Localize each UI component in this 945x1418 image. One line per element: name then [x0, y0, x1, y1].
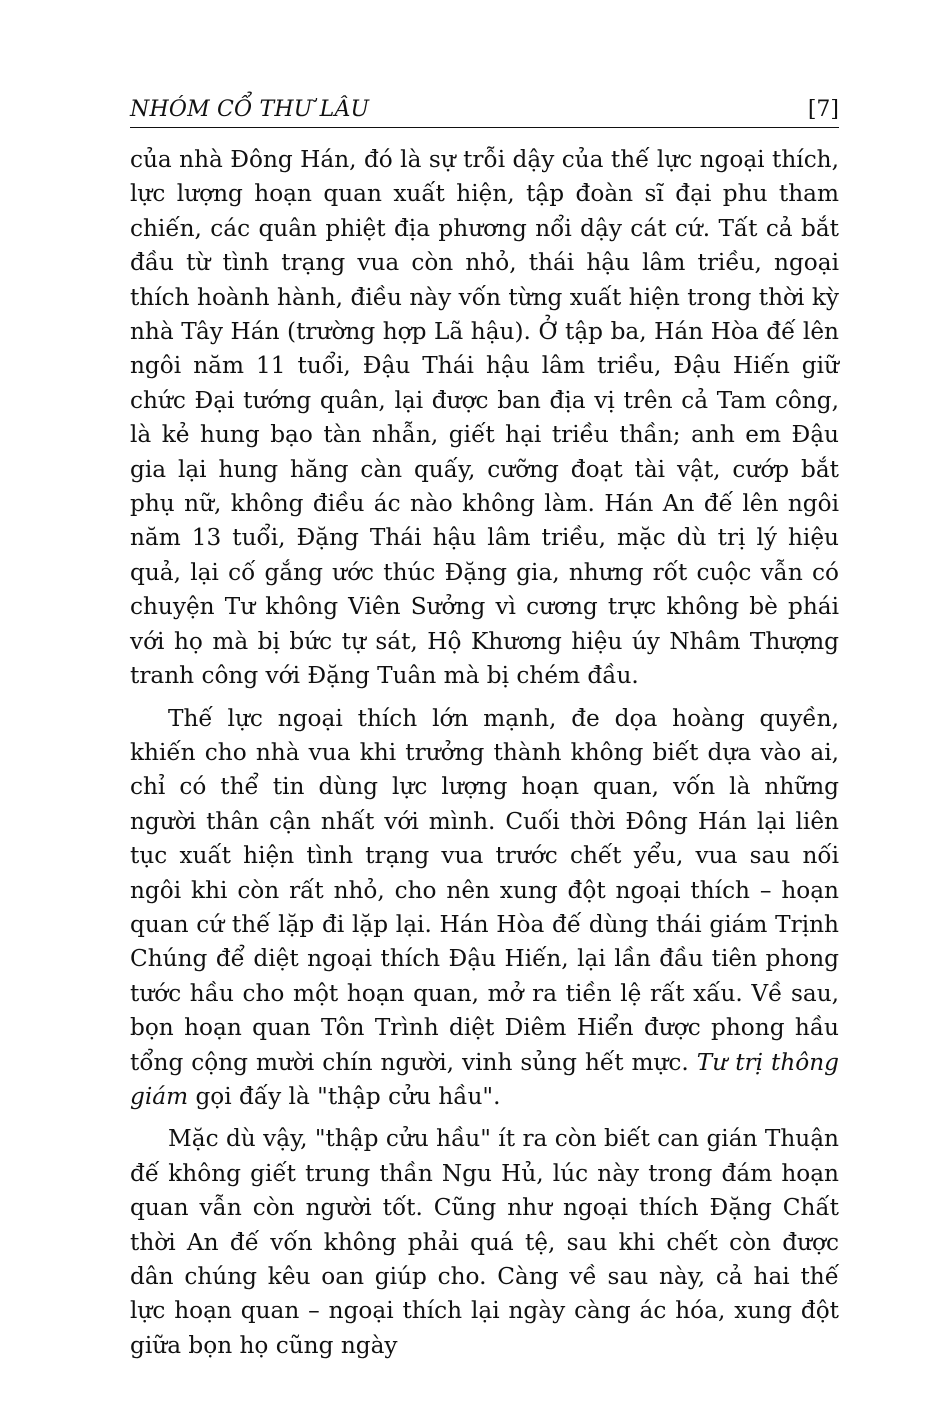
paragraph-1: của nhà Đông Hán, đó là sự trỗi dậy của thế lực ngoại thích, lực lượng hoạn quan xuất hiện, tập đoàn sĩ đại phu tham chiến, các quân phiệt địa phương nổi dậy cát cứ. Tất cả bắt đầu từ tình trạng vua còn nhỏ, thái hậu lâm triều, ngoại thích hoành hành, điều này vốn từng xuất hiện trong thời kỳ nhà Tây Hán (trường hợp Lã hậu). Ở tập ba, Hán Hòa đế lên ngôi năm 11 tuổi, Đậu Thái hậu lâm triều, Đậu Hiến giữ chức Đại tướng quân, lại được ban địa vị trên cả Tam công, là kẻ hung bạo tàn nhẫn, giết hại triều thần; anh em Đậu gia lại hung hăng càn quấy, cưỡng đoạt tài vật, cướp bắt phụ nữ, không điều ác nào không làm. Hán An đế lên ngôi năm 13 tuổi, Đặng Thái hậu lâm triều, mặc dù trị lý hiệu quả, lại cố gắng ước thúc Đặng gia, nhưng rốt cuộc vẫn có chuyện Tư không Viên Sưởng vì cương trực không bè phái với họ mà bị bức tự sát, Hộ Khương hiệu úy Nhâm Thượng tranh công với Đặng Tuân mà bị chém đầu. [130, 146, 839, 690]
paragraph-2 [130, 702, 839, 1115]
page-number: [7] [807, 97, 839, 122]
body-text [130, 143, 839, 1371]
book-title: NHÓM CỔ THƯ LÂU [130, 97, 370, 122]
paragraph-2-text-b: gọi đấy là "thập cửu hầu". [188, 1082, 501, 1110]
paragraph-3: Mặc dù vậy, "thập cửu hầu" ít ra còn biết can gián Thuận đế không giết trung thần Ngu Hủ, lúc này trong đám hoạn quan vẫn còn người tốt. Cũng như ngoại thích Đặng Chất thời An đế vốn không phải quá tệ, sau khi chết còn được dân chúng kêu oan giúp cho. Càng về sau này, cả hai thế lực hoạn quan – ngoại thích lại ngày càng ác hóa, xung đột giữa bọn họ cũng ngày [130, 1125, 839, 1359]
paragraph-2-text-a: Thế lực ngoại thích lớn mạnh, đe dọa hoàng quyền, khiến cho nhà vua khi trưởng thành không biết dựa vào ai, chỉ có thể tin dùng lực lượng hoạn quan, vốn là những người thân cận nhất với mình. Cuối thời Đông Hán lại liên tục xuất hiện tình trạng vua trước chết yểu, vua sau nối ngôi khi còn rất nhỏ, cho nên xung đột ngoại thích – hoạn quan cứ thế lặp đi lặp lại. Hán Hòa đế dùng thái giám Trịnh Chúng để diệt ngoại thích Đậu Hiến, lại lần đầu tiên phong tước hầu cho một hoạn quan, mở ra tiền lệ rất xấu. Về sau, bọn hoạn quan Tôn Trình diệt Diêm Hiển được phong hầu tổng cộng mười chín người, vinh sủng hết mực. [130, 704, 839, 1076]
running-header [130, 95, 839, 128]
book-citation-italic: Tư trị thông giám [130, 1048, 839, 1110]
